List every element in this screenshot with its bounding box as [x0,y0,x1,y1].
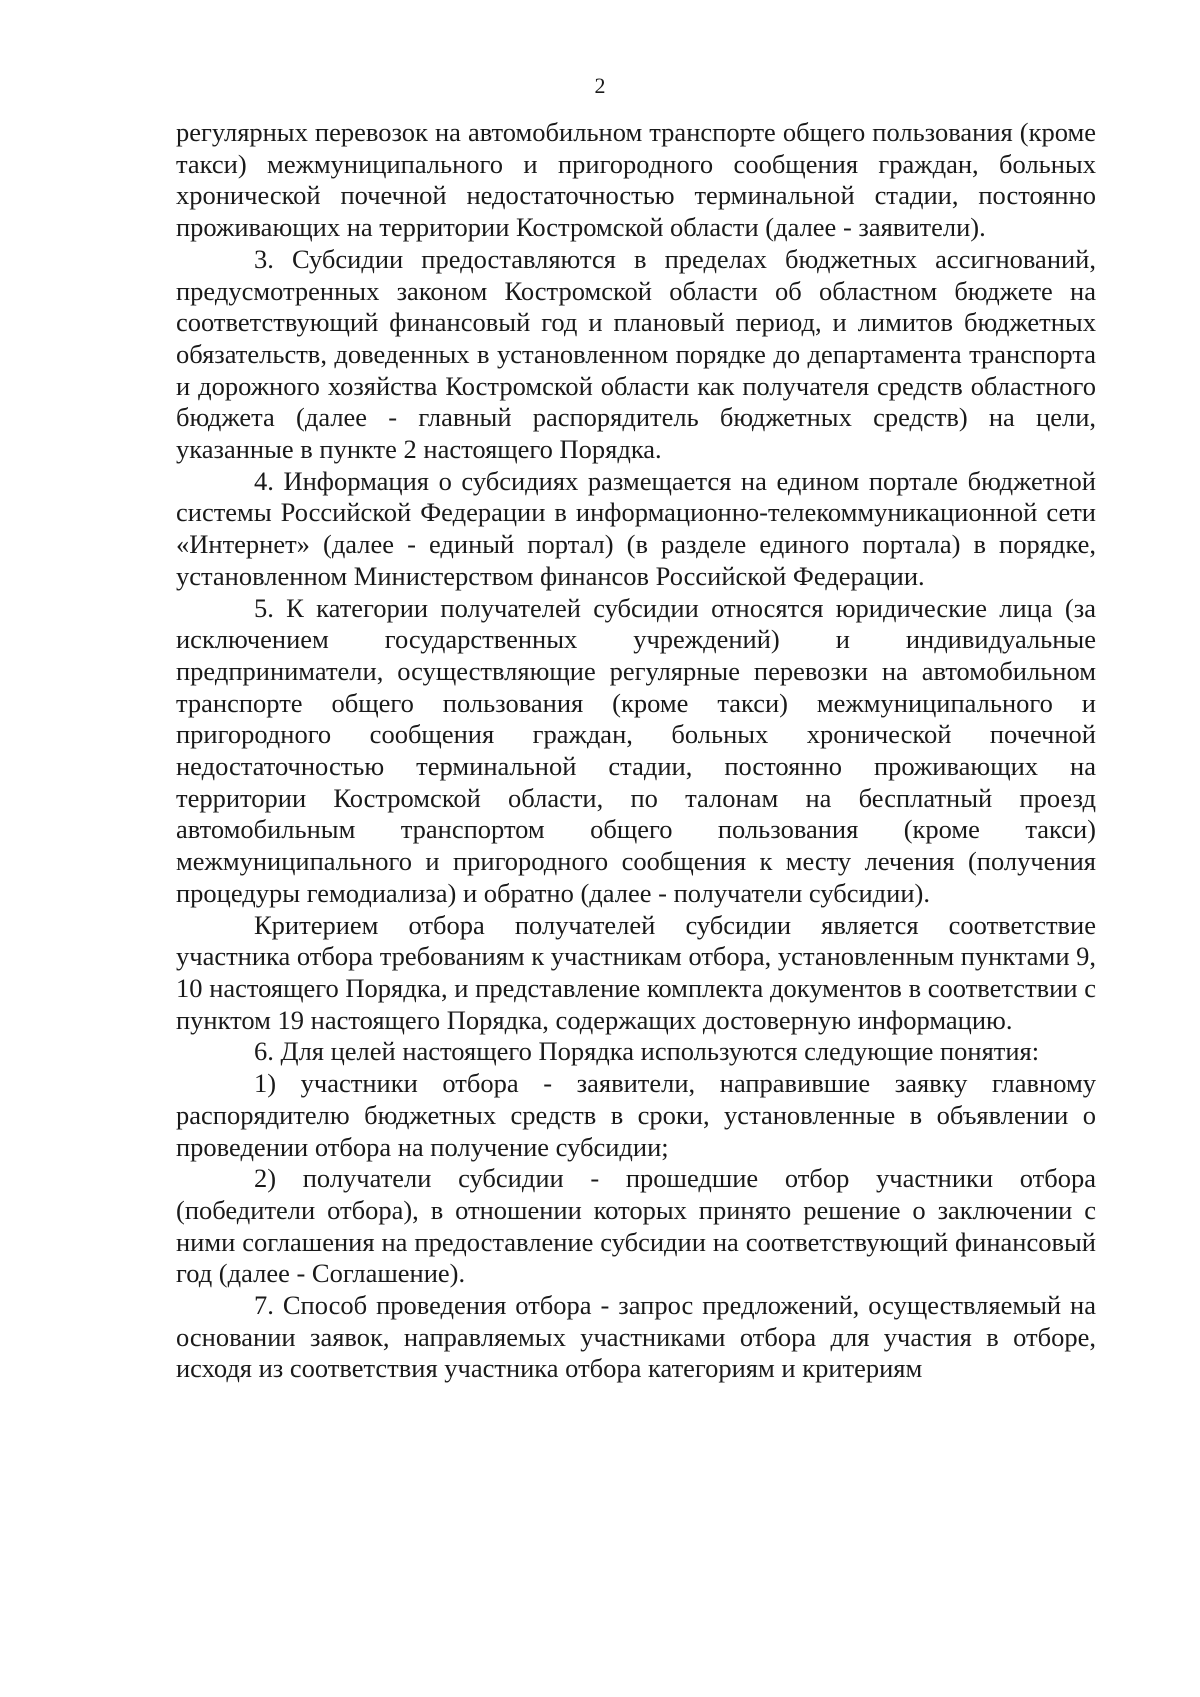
paragraph-subitem-1: 1) участники отбора - заявители, направившие заявку главному распорядителю бюджетных средств в сроки, установленные в объявлении о проведении отбора на получение субсидии; [176,1068,1096,1162]
page-number: 2 [594,73,606,98]
paragraph-item-7: 7. Способ проведения отбора - запрос предложений, осуществляемый на основании заявок, направляемых участниками отбора для участия в отборе, исходя из соответствия участника отбора категориям и критериям [176,1290,1096,1384]
paragraph-item-5: 5. К категории получателей субсидии относятся юридические лица (за исключением государственных учреждений) и индивидуальные предприниматели, осуществляющие регулярные перевозки на автомобильном транспорте общего пользования (кроме такси) межмуниципального и пригородного сообщения граждан, больных хронической почечной недостаточностью терминальной стадии, постоянно проживающих на территории Костромской области, по талонам на бесплатный проезд автомобильным транспортом общего пользования (кроме такси) межмуниципального и пригородного сообщения к месту лечения (получения процедуры гемодиализа) и обратно (далее - получатели субсидии). [176,592,1096,908]
paragraph-subitem-2: 2) получатели субсидии - прошедшие отбор участники отбора (победители отбора), в отношении которых принято решение о заключении с ними соглашения на предоставление субсидии на соответствующий финансовый год (далее - Соглашение). [176,1163,1096,1289]
paragraph-item-3: 3. Субсидии предоставляются в пределах бюджетных ассигнований, предусмотренных законом Костромской области об областном бюджете на соответствующий финансовый год и плановый период, и лимитов бюджетных обязательств, доведенных в установленном порядке до департамента транспорта и дорожного хозяйства Костромской области как получателя средств областного бюджета (далее - главный распорядитель бюджетных средств) на цели, указанные в пункте 2 настоящего Порядка. [176,243,1096,465]
paragraph-continuation: регулярных перевозок на автомобильном транспорте общего пользования (кроме такси) межмуниципального и пригородного сообщения граждан, больных хронической почечной недостаточностью терминальной стадии, постоянно проживающих на территории Костромской области (далее - заявители). [176,117,1096,243]
paragraph-item-6: 6. Для целей настоящего Порядка используются следующие понятия: [254,1036,1040,1067]
document-body [176,117,1096,1385]
paragraph-selection-criterion: Критерием отбора получателей субсидии является соответствие участника отбора требованиям к участникам отбора, установленным пунктами 9, 10 настоящего Порядка, и представление комплекта документов в соответствии с пунктом 19 настоящего Порядка, содержащих достоверную информацию. [176,909,1097,1035]
paragraph-item-4: 4. Информация о субсидиях размещается на едином портале бюджетной системы Российской Федерации в информационно-телекоммуникационной сети «Интернет» (далее - единый портал) (в разделе единого портала) в порядке, установленном Министерством финансов Российской Федерации. [176,465,1096,591]
